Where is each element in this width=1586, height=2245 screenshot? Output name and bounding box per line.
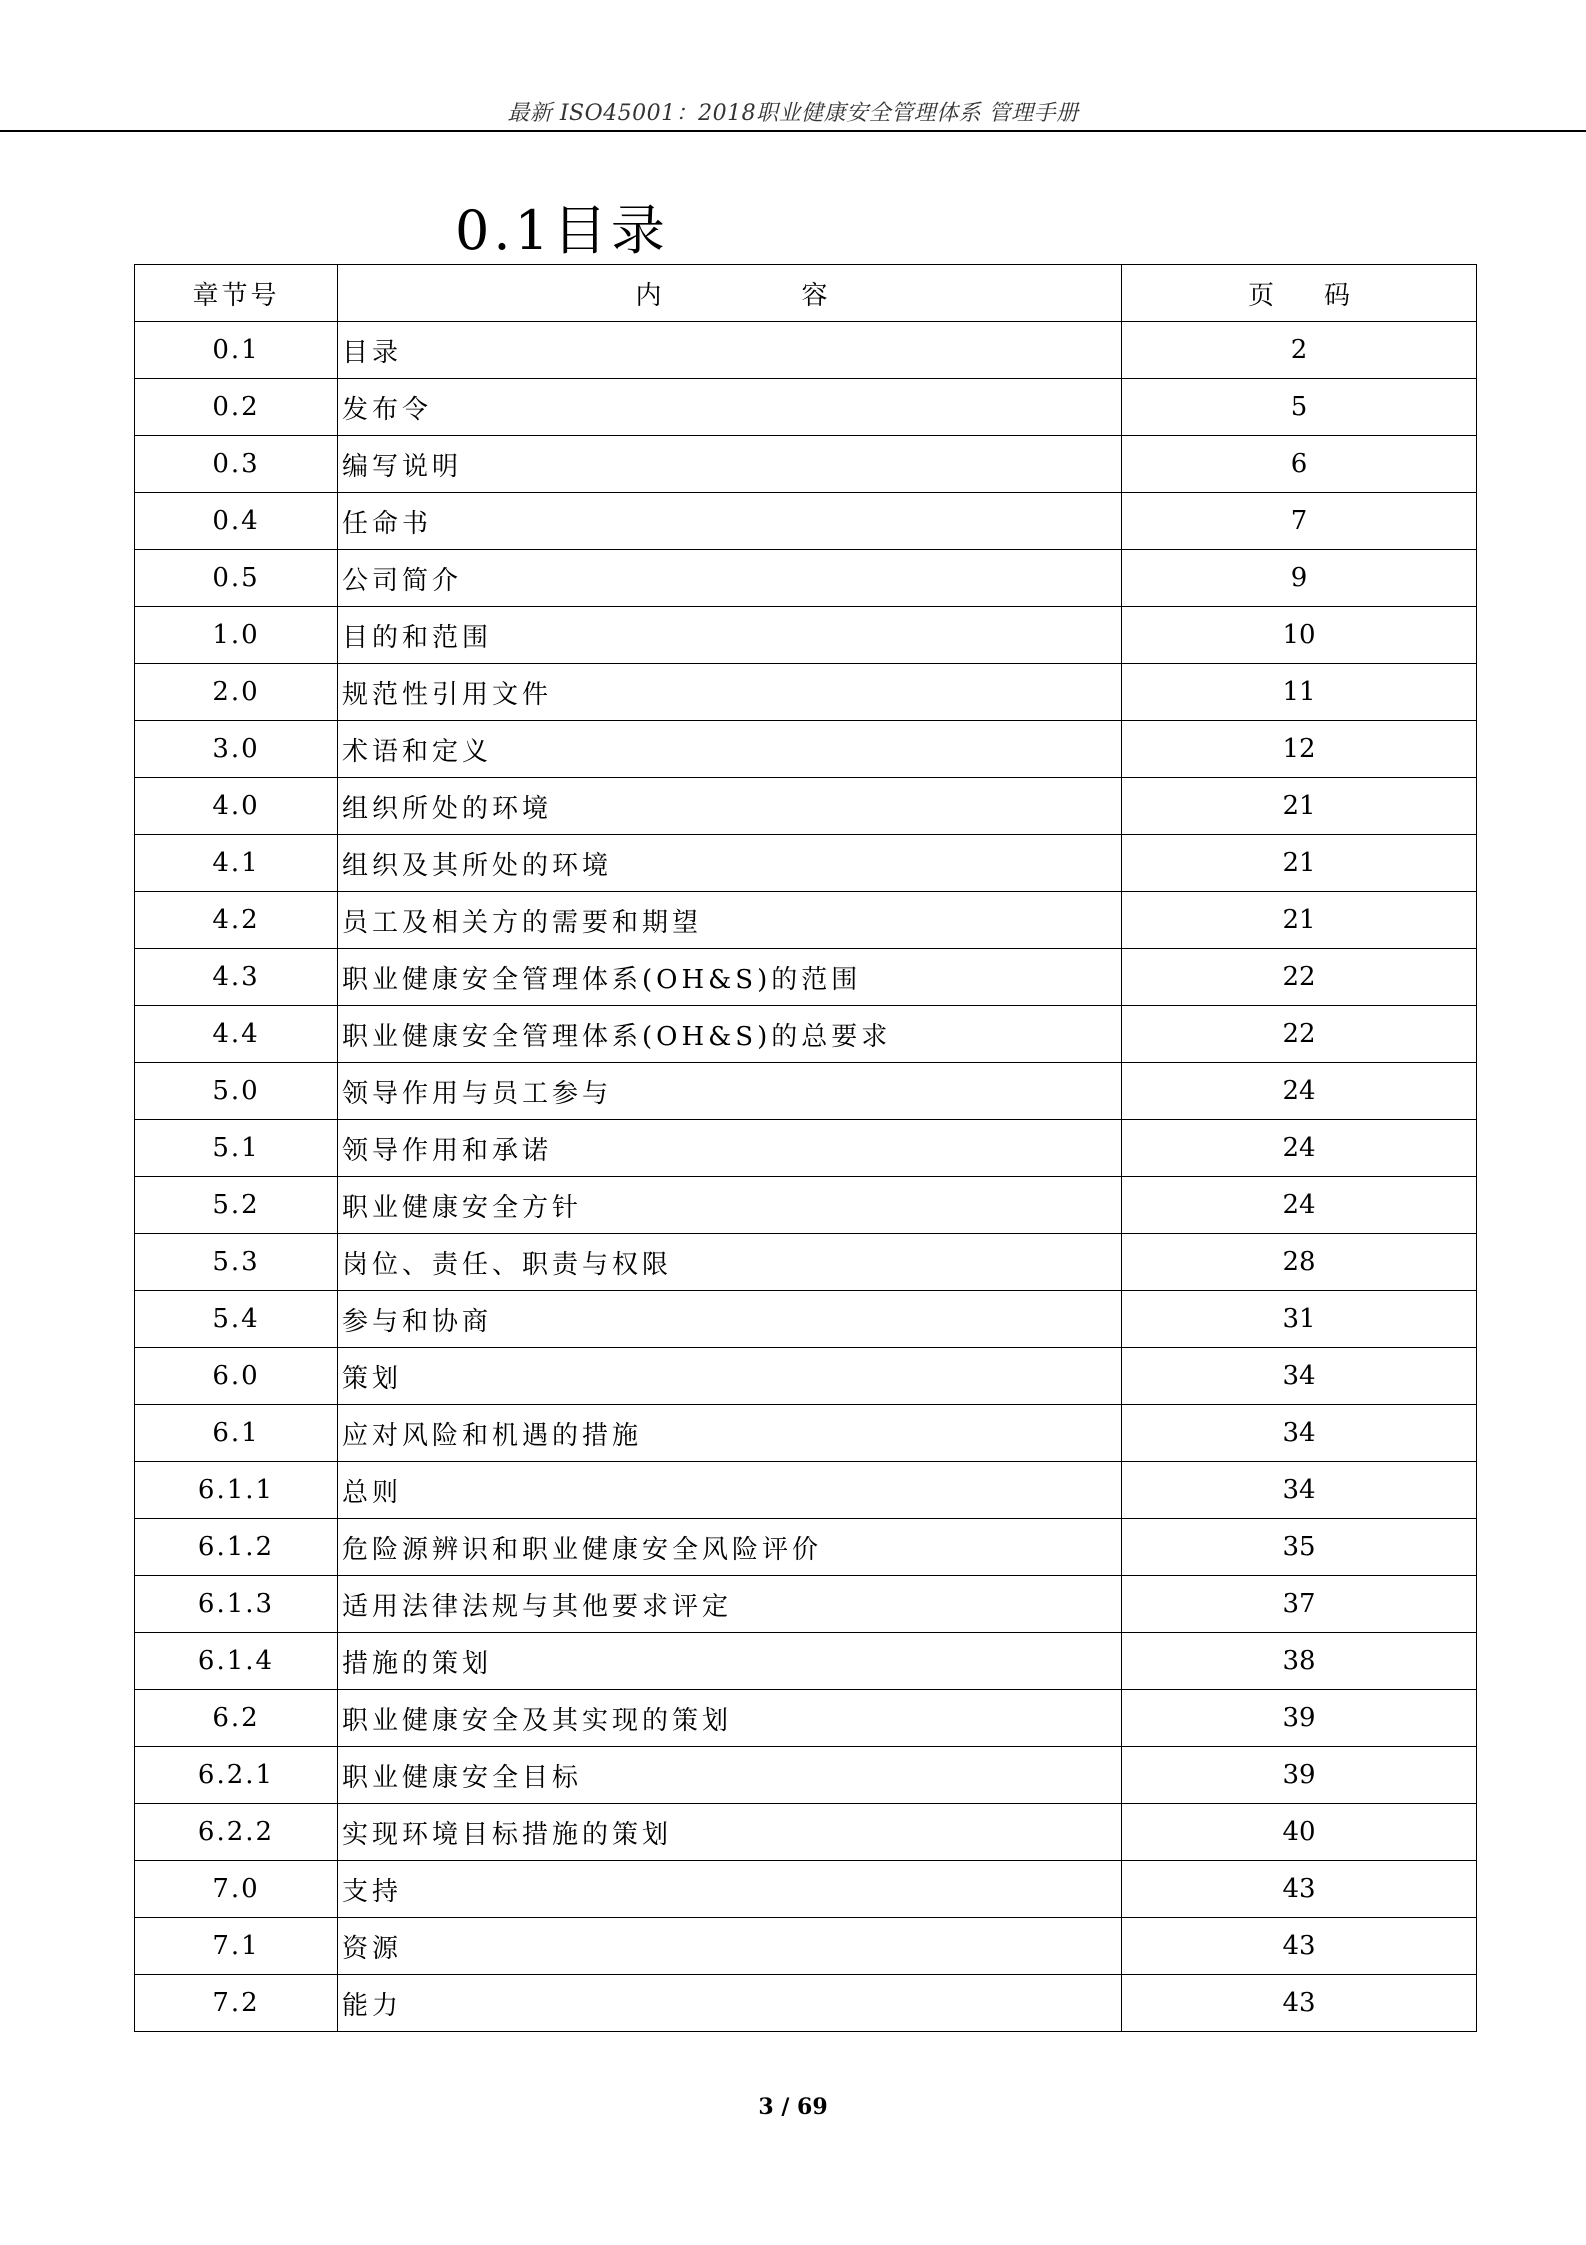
toc-row (135, 322, 1477, 379)
toc-chapter-number: 6.0 (135, 1348, 338, 1405)
toc-chapter-number: 0.1 (135, 322, 338, 379)
toc-entry-page: 24 (1122, 1063, 1477, 1120)
toc-entry-title: 能力 (338, 1975, 1122, 2032)
toc-row (135, 1747, 1477, 1804)
toc-row (135, 436, 1477, 493)
toc-entry-page: 9 (1122, 550, 1477, 607)
toc-row (135, 778, 1477, 835)
toc-entry-title: 适用法律法规与其他要求评定 (338, 1576, 1122, 1633)
toc-entry-title: 职业健康安全方针 (338, 1177, 1122, 1234)
toc-chapter-number: 6.2.2 (135, 1804, 338, 1861)
toc-entry-title: 编写说明 (338, 436, 1122, 493)
toc-entry-title: 措施的策划 (338, 1633, 1122, 1690)
toc-chapter-number: 4.3 (135, 949, 338, 1006)
header-content: 内容 (338, 265, 1122, 322)
toc-entry-title: 职业健康安全管理体系(OH&S)的总要求 (338, 1006, 1122, 1063)
toc-row (135, 949, 1477, 1006)
toc-chapter-number: 0.5 (135, 550, 338, 607)
toc-entry-page: 31 (1122, 1291, 1477, 1348)
toc-entry-page: 43 (1122, 1975, 1477, 2032)
toc-entry-page: 28 (1122, 1234, 1477, 1291)
toc-entry-title: 组织及其所处的环境 (338, 835, 1122, 892)
toc-entry-page: 10 (1122, 607, 1477, 664)
toc-chapter-number: 0.4 (135, 493, 338, 550)
toc-entry-title: 支持 (338, 1861, 1122, 1918)
toc-entry-page: 22 (1122, 1006, 1477, 1063)
toc-chapter-number: 7.0 (135, 1861, 338, 1918)
toc-entry-title: 公司简介 (338, 550, 1122, 607)
toc-row (135, 1063, 1477, 1120)
toc-row (135, 607, 1477, 664)
toc-entry-title: 领导作用与员工参与 (338, 1063, 1122, 1120)
toc-row (135, 1291, 1477, 1348)
toc-chapter-number: 6.2 (135, 1690, 338, 1747)
toc-entry-page: 38 (1122, 1633, 1477, 1690)
header-chapter-number: 章节号 (135, 265, 338, 322)
toc-body (135, 322, 1477, 2032)
toc-row (135, 1405, 1477, 1462)
toc-entry-page: 6 (1122, 436, 1477, 493)
toc-row (135, 1006, 1477, 1063)
toc-entry-page: 21 (1122, 778, 1477, 835)
page-title: 0.1目录 (455, 199, 669, 262)
toc-entry-title: 实现环境目标措施的策划 (338, 1804, 1122, 1861)
toc-row (135, 664, 1477, 721)
toc-entry-page: 21 (1122, 892, 1477, 949)
toc-entry-title: 领导作用和承诺 (338, 1120, 1122, 1177)
toc-entry-title: 应对风险和机遇的措施 (338, 1405, 1122, 1462)
toc-row (135, 1234, 1477, 1291)
toc-chapter-number: 6.1.1 (135, 1462, 338, 1519)
header-page-number: 页码 (1122, 265, 1477, 322)
toc-chapter-number: 5.2 (135, 1177, 338, 1234)
toc-entry-title: 目录 (338, 322, 1122, 379)
toc-row (135, 550, 1477, 607)
toc-entry-title: 员工及相关方的需要和期望 (338, 892, 1122, 949)
toc-entry-page: 24 (1122, 1177, 1477, 1234)
toc-entry-page: 34 (1122, 1405, 1477, 1462)
toc-entry-page: 35 (1122, 1519, 1477, 1576)
toc-entry-page: 11 (1122, 664, 1477, 721)
header-divider (0, 130, 1586, 132)
toc-chapter-number: 6.1.2 (135, 1519, 338, 1576)
toc-row (135, 1975, 1477, 2032)
toc-row (135, 1519, 1477, 1576)
toc-entry-title: 总则 (338, 1462, 1122, 1519)
toc-chapter-number: 5.4 (135, 1291, 338, 1348)
toc-chapter-number: 6.1.4 (135, 1633, 338, 1690)
toc-entry-page: 34 (1122, 1462, 1477, 1519)
toc-entry-title: 组织所处的环境 (338, 778, 1122, 835)
toc-entry-title: 策划 (338, 1348, 1122, 1405)
toc-chapter-number: 6.1 (135, 1405, 338, 1462)
toc-entry-title: 目的和范围 (338, 607, 1122, 664)
toc-entry-title: 岗位、责任、职责与权限 (338, 1234, 1122, 1291)
toc-row (135, 835, 1477, 892)
toc-chapter-number: 6.1.3 (135, 1576, 338, 1633)
toc-row (135, 1804, 1477, 1861)
toc-entry-page: 43 (1122, 1918, 1477, 1975)
toc-chapter-number: 4.1 (135, 835, 338, 892)
toc-chapter-number: 7.1 (135, 1918, 338, 1975)
toc-entry-page: 40 (1122, 1804, 1477, 1861)
toc-entry-title: 参与和协商 (338, 1291, 1122, 1348)
toc-row (135, 1177, 1477, 1234)
toc-entry-page: 5 (1122, 379, 1477, 436)
page-number: 3 / 69 (758, 2094, 828, 2120)
toc-entry-title: 资源 (338, 1918, 1122, 1975)
toc-entry-title: 术语和定义 (338, 721, 1122, 778)
toc-row (135, 1918, 1477, 1975)
toc-chapter-number: 5.0 (135, 1063, 338, 1120)
toc-entry-page: 37 (1122, 1576, 1477, 1633)
toc-entry-title: 发布令 (338, 379, 1122, 436)
toc-entry-title: 规范性引用文件 (338, 664, 1122, 721)
toc-entry-title: 职业健康安全管理体系(OH&S)的范围 (338, 949, 1122, 1006)
toc-chapter-number: 5.3 (135, 1234, 338, 1291)
toc-chapter-number: 0.3 (135, 436, 338, 493)
toc-entry-page: 43 (1122, 1861, 1477, 1918)
toc-row (135, 892, 1477, 949)
toc-row (135, 1861, 1477, 1918)
page-header: 最新 ISO45001：2018职业健康安全管理体系 管理手册 (507, 101, 1079, 126)
toc-header-row (135, 265, 1477, 322)
toc-entry-title: 危险源辨识和职业健康安全风险评价 (338, 1519, 1122, 1576)
toc-row (135, 1462, 1477, 1519)
toc-entry-page: 2 (1122, 322, 1477, 379)
toc-chapter-number: 2.0 (135, 664, 338, 721)
toc-row (135, 493, 1477, 550)
toc-entry-title: 职业健康安全及其实现的策划 (338, 1690, 1122, 1747)
toc-chapter-number: 7.2 (135, 1975, 338, 2032)
toc-chapter-number: 6.2.1 (135, 1747, 338, 1804)
toc-entry-page: 34 (1122, 1348, 1477, 1405)
toc-entry-title: 职业健康安全目标 (338, 1747, 1122, 1804)
toc-entry-title: 任命书 (338, 493, 1122, 550)
toc-chapter-number: 4.4 (135, 1006, 338, 1063)
toc-row (135, 1120, 1477, 1177)
toc-chapter-number: 1.0 (135, 607, 338, 664)
toc-entry-page: 39 (1122, 1747, 1477, 1804)
toc-chapter-number: 3.0 (135, 721, 338, 778)
toc-entry-page: 22 (1122, 949, 1477, 1006)
toc-chapter-number: 4.0 (135, 778, 338, 835)
toc-chapter-number: 0.2 (135, 379, 338, 436)
toc-row (135, 721, 1477, 778)
toc-row (135, 379, 1477, 436)
toc-table (134, 264, 1477, 2032)
toc-row (135, 1633, 1477, 1690)
toc-entry-page: 39 (1122, 1690, 1477, 1747)
toc-chapter-number: 4.2 (135, 892, 338, 949)
toc-row (135, 1348, 1477, 1405)
toc-row (135, 1690, 1477, 1747)
toc-entry-page: 12 (1122, 721, 1477, 778)
toc-chapter-number: 5.1 (135, 1120, 338, 1177)
toc-entry-page: 7 (1122, 493, 1477, 550)
toc-entry-page: 21 (1122, 835, 1477, 892)
toc-row (135, 1576, 1477, 1633)
toc-entry-page: 24 (1122, 1120, 1477, 1177)
